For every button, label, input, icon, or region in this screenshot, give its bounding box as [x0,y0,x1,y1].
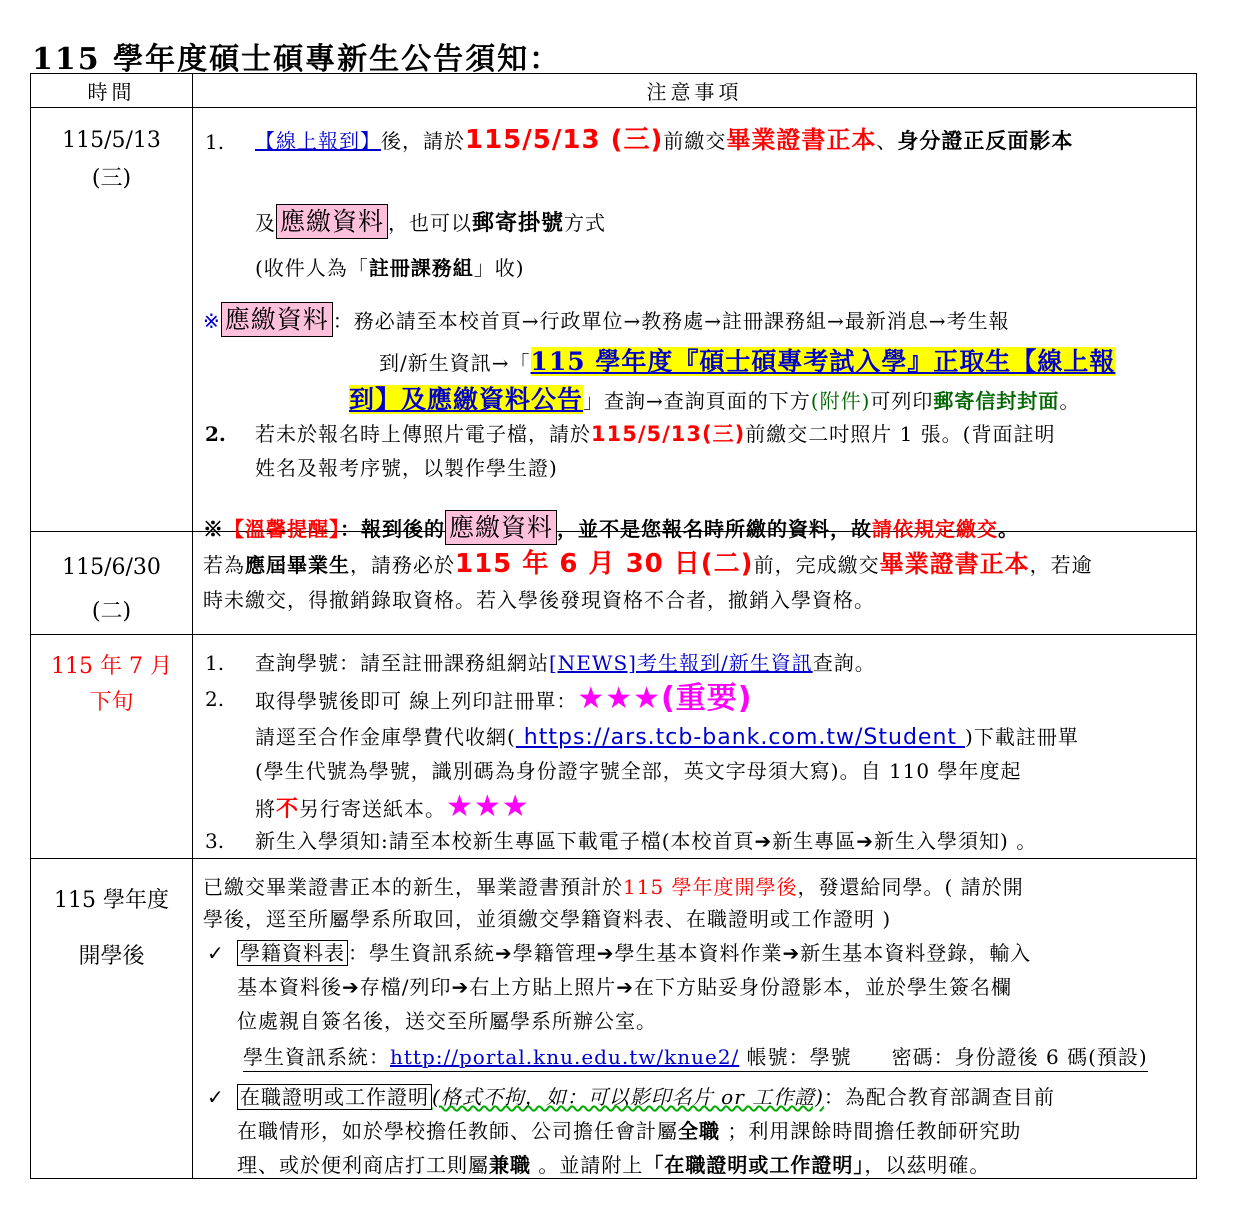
text: ，也可以 [388,211,473,235]
note-line [255,206,606,239]
note-line: 位處親自簽名後，送交至所屬學系所辦公室。 [237,1009,657,1033]
text: ：學生資訊系統➔學籍管理➔學生基本資料作業➔新生基本資料登錄，輸入 [348,941,1032,965]
note-line [237,1115,1021,1147]
text: ：為配合教育部調查目前 [823,1085,1055,1109]
text: 查詢學號：請至註冊課務組網站 [255,651,549,675]
reminder-label: 【溫馨提醒】 [224,517,340,541]
date-cell [31,859,193,1179]
emphasis-text: 不 [276,797,300,822]
note-line [203,871,1024,903]
note-line: (學生代號為學號，識別碼為身份證字號全部，英文字母須大寫)。自 110 學年度起 [255,759,1022,783]
deadline-text: 115/5/13(三) [591,422,746,446]
note-line [255,124,1073,157]
emphasis-text: 「在職證明或工作證明」 [643,1153,865,1177]
reference-mark: ※ [203,309,221,333]
note-line [237,937,1031,969]
deadline-text: 115/5/13 (三) [465,125,664,155]
note-line [255,683,752,717]
text: 前，完成繳交 [753,553,880,577]
announcement-link[interactable]: 到】及應繳資料公告 [349,385,584,414]
item-number: 1. [205,130,225,154]
note-line [237,1149,990,1181]
note-line [203,548,1093,581]
deadline-text: 115 年 6 月 30 日(二) [455,549,754,579]
text: 若未於報名時上傳照片電子檔，請於 [255,422,591,446]
date-line: 115/5/13 [62,128,161,153]
note-line [255,721,1079,754]
required-docs-box: 應繳資料 [221,302,333,337]
text: (格式不拘，如：可以影印名片 or 工作證) [432,1085,824,1109]
note-line [379,346,1115,379]
note-line: 新生入學須知:請至本校新生專區下載電子檔(本校首頁➔新生專區➔新生入學須知) 。 [255,829,1038,853]
emphasis-text: 郵寄信封封面 [933,389,1060,413]
text: 到/新生資訊→「 [379,351,531,375]
employment-cert-label: 在職證明或工作證明 [237,1084,432,1110]
news-link[interactable]: [NEWS]考生報到/新生資訊 [549,651,813,675]
text: ：報到後的 [340,517,445,541]
date-line: 115 年 7 月 [51,654,172,679]
note-line: 基本資料後➔存檔/列印➔右上方貼上照片➔在下方貼妥身份證影本，並於學生簽名欄 [237,975,1013,999]
required-docs-box: 應繳資料 [276,204,388,239]
text: ；利用課餘時間擔任教師研究助 [720,1119,1022,1143]
item-number: 3. [205,829,225,853]
text: 取得學號後即可 線上列印註冊單： [255,689,578,713]
text: ，以茲明確。 [864,1153,991,1177]
text: 帳號：學號 [739,1045,852,1069]
notes-cell [193,532,1197,635]
date-cell [31,635,193,859]
text: 方式 [564,211,607,235]
note-line [243,1043,1148,1072]
text: 請逕至合作金庫學費代收網( [255,725,516,749]
date-cell [31,532,193,635]
note-line [349,384,1080,417]
date-line: (三) [91,166,132,191]
date-line: 開學後 [78,944,145,969]
text: (收件人為「 [255,256,369,280]
date-line: (二) [91,599,132,624]
emphasis-text: 應屆畢業生 [245,553,350,577]
page-title: 115 學年度碩士碩專新生公告須知： [32,42,562,77]
text: 。 [998,517,1020,541]
note-line [255,647,876,679]
text: ，發還給同學。( 請於開 [797,875,1024,899]
notes-cell [193,859,1197,1179]
text: 已繳交畢業證書正本的新生，畢業證書預計於 [203,875,623,899]
required-docs-box: 應繳資料 [445,510,557,545]
table-row [31,532,1197,635]
text: ，若逾 [1029,553,1093,577]
text: 在職情形，如於學校擔任教師、公司擔任會計屬 [237,1119,678,1143]
notes-cell [193,635,1197,859]
text: 。 [1059,389,1081,413]
table-row [31,108,1197,532]
note-line [255,791,530,826]
text: 。並請附上 [531,1153,644,1177]
online-checkin-link[interactable]: 【線上報到】 [255,129,381,153]
text: ：務必請至本校首頁→行政單位→教務處→註冊課務組→最新消息→考生報 [332,309,1010,333]
emphasis-text: 畢業證書正本 [726,125,877,154]
text: 可列印 [870,389,934,413]
item-number: 2. [205,422,226,446]
announcement-link[interactable]: 115 學年度『碩士碩專考試入學』正取生【線上報 [530,347,1116,376]
notice-table [30,73,1197,1179]
text: 前繳交 [663,129,727,153]
emphasis-text: 兼職 [489,1153,531,1177]
date-cell [31,108,193,532]
text: 密碼：身份證後 6 碼(預設) [891,1045,1148,1069]
item-number: 2. [205,687,225,711]
note-line: 姓名及報考序號，以製作學生證) [255,456,558,480]
text: 若為 [203,553,245,577]
note-line [237,1081,1055,1113]
date-line: 115 學年度 [54,888,169,913]
text: 」收) [473,256,525,280]
text: (附件) [810,389,871,413]
emphasis-text: 畢業證書正本 [879,549,1030,578]
header-date: 時間 [31,74,193,108]
emphasis-text: 115 學年度開學後 [623,875,798,899]
header-notes: 注意事項 [193,74,1197,108]
note-line: 學後，逕至所屬學系所取回，並須繳交學籍資料表、在職證明或工作證明 ) [203,907,892,931]
portal-link[interactable]: http://portal.knu.edu.tw/knue2/ [390,1045,740,1069]
text: 前繳交二吋照片 1 張。(背面註明 [745,422,1056,446]
table-row [31,635,1197,859]
text: 理、或於便利商店打工則屬 [237,1153,489,1177]
emphasis-text: 郵寄掛號 [472,210,565,236]
table-row [31,859,1197,1179]
table-header-row [31,74,1197,108]
date-line: 下旬 [89,690,134,715]
note-line [255,418,1055,450]
text: 及 [255,211,276,235]
note-line [203,304,1010,337]
text: 、 [876,129,898,153]
star-icon: ★★★ [446,789,530,824]
text: 」查詢→查詢頁面的下方 [583,389,811,413]
tcb-bank-link[interactable]: https://ars.tcb-bank.com.tw/Student [515,725,966,750]
student-record-form-label: 學籍資料表 [237,940,348,966]
emphasis-text: 身分證正反面影本 [897,128,1074,153]
text: ，並不是您報名時所繳的資料，故 [557,517,873,541]
text: 查詢。 [812,651,876,675]
date-line: 115/6/30 [62,555,161,580]
item-number: 1. [205,651,225,675]
emphasis-text: 請依規定繳交 [872,517,999,541]
note-line: 時未繳交，得撤銷錄取資格。若入學後發現資格不合者，撤銷入學資格。 [203,588,875,612]
text: 後，請於 [381,129,465,153]
text: 另行寄送紙本。 [299,797,447,821]
check-icon: ✓ [207,1085,224,1109]
text: ，請務必於 [350,553,455,577]
note-line [255,252,525,284]
text: 將 [255,797,276,821]
text: 學生資訊系統： [243,1045,390,1069]
emphasis-text: 全職 [678,1119,720,1143]
notes-cell [193,108,1197,542]
important-star-icon: ★★★(重要) [577,681,753,716]
text: )下載註冊單 [965,725,1079,749]
reference-mark: ※ [203,517,224,541]
emphasis-text: 註冊課務組 [368,256,474,280]
check-icon: ✓ [207,941,224,965]
